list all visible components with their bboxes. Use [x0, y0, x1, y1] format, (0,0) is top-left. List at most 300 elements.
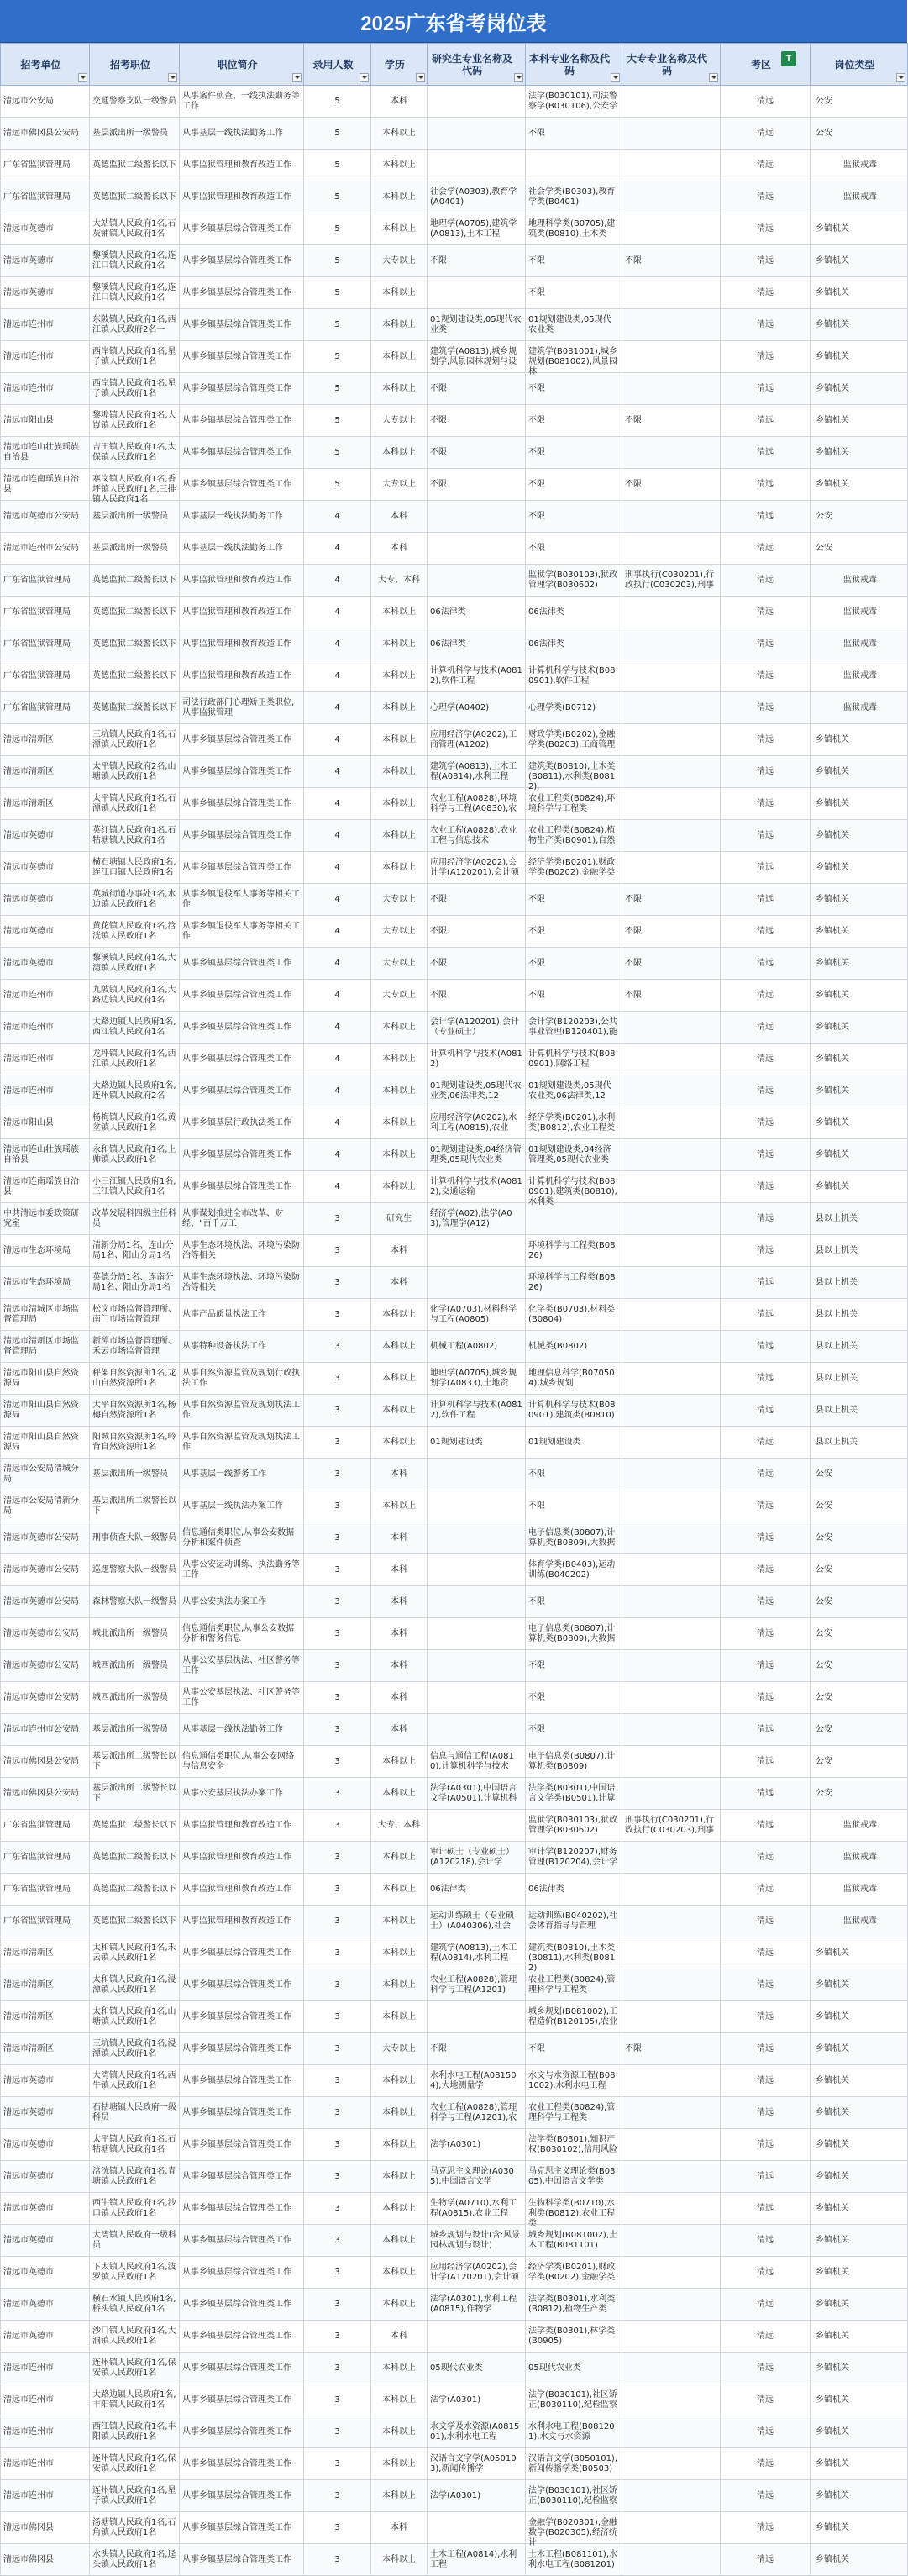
cell-post-type[interactable] — [811, 2193, 908, 2225]
cell-education[interactable] — [371, 1012, 428, 1044]
cell-position[interactable] — [90, 1427, 180, 1459]
cell-position[interactable] — [90, 341, 180, 373]
cell-bachelor-major[interactable] — [526, 1139, 622, 1171]
cell-bachelor-major[interactable] — [526, 437, 622, 469]
cell-grad-major[interactable] — [428, 213, 526, 245]
cell-grad-major[interactable] — [428, 1171, 526, 1203]
header-unit[interactable]: 招考单位 — [1, 44, 90, 86]
cell-position[interactable] — [90, 2544, 180, 2576]
cell-post-type[interactable] — [811, 2257, 908, 2289]
table-row[interactable] — [1, 341, 908, 373]
cell-position[interactable] — [90, 916, 180, 948]
cell-count[interactable] — [304, 2193, 371, 2225]
cell-count[interactable] — [304, 1682, 371, 1714]
cell-description[interactable] — [180, 373, 304, 405]
cell-bachelor-major[interactable] — [526, 1490, 622, 1522]
cell-exam-area[interactable] — [721, 309, 811, 341]
cell-unit[interactable] — [1, 852, 90, 884]
filter-dropdown-icon[interactable] — [896, 73, 905, 82]
cell-exam-area[interactable] — [721, 1906, 811, 1937]
cell-college-major[interactable] — [622, 2097, 721, 2129]
cell-college-major[interactable] — [622, 1012, 721, 1044]
cell-unit[interactable] — [1, 1235, 90, 1267]
cell-unit[interactable] — [1, 181, 90, 213]
cell-education[interactable] — [371, 2448, 428, 2480]
table-row[interactable] — [1, 1331, 908, 1363]
cell-unit[interactable] — [1, 437, 90, 469]
cell-grad-major[interactable] — [428, 437, 526, 469]
cell-unit[interactable] — [1, 1459, 90, 1490]
cell-unit[interactable] — [1, 1969, 90, 2001]
cell-grad-major[interactable] — [428, 852, 526, 884]
table-row[interactable] — [1, 1810, 908, 1842]
cell-count[interactable] — [304, 980, 371, 1012]
cell-position[interactable] — [90, 1810, 180, 1842]
cell-grad-major[interactable] — [428, 1203, 526, 1235]
cell-post-type[interactable] — [811, 2512, 908, 2544]
table-row[interactable] — [1, 277, 908, 309]
cell-grad-major[interactable] — [428, 1139, 526, 1171]
cell-college-major[interactable] — [622, 2161, 721, 2193]
cell-college-major[interactable] — [622, 1139, 721, 1171]
cell-grad-major[interactable] — [428, 756, 526, 788]
cell-education[interactable] — [371, 756, 428, 788]
cell-description[interactable] — [180, 181, 304, 213]
cell-grad-major[interactable] — [428, 1267, 526, 1299]
table-row[interactable] — [1, 660, 908, 692]
cell-college-major[interactable] — [622, 660, 721, 692]
cell-unit[interactable] — [1, 1522, 90, 1554]
cell-count[interactable] — [304, 2289, 371, 2321]
cell-exam-area[interactable] — [721, 1139, 811, 1171]
cell-bachelor-major[interactable] — [526, 1714, 622, 1746]
cell-exam-area[interactable] — [721, 118, 811, 150]
cell-education[interactable] — [371, 788, 428, 820]
cell-exam-area[interactable] — [721, 1937, 811, 1969]
cell-post-type[interactable] — [811, 118, 908, 150]
cell-bachelor-major[interactable] — [526, 213, 622, 245]
cell-unit[interactable] — [1, 2353, 90, 2384]
cell-college-major[interactable] — [622, 2384, 721, 2416]
cell-description[interactable] — [180, 2384, 304, 2416]
cell-position[interactable] — [90, 1778, 180, 1810]
cell-exam-area[interactable] — [721, 150, 811, 181]
cell-count[interactable] — [304, 1331, 371, 1363]
cell-post-type[interactable] — [811, 692, 908, 724]
cell-grad-major[interactable] — [428, 597, 526, 628]
cell-count[interactable] — [304, 437, 371, 469]
table-row[interactable] — [1, 1012, 908, 1044]
cell-description[interactable] — [180, 1810, 304, 1842]
cell-count[interactable] — [304, 1012, 371, 1044]
cell-education[interactable] — [371, 852, 428, 884]
cell-exam-area[interactable] — [721, 501, 811, 533]
cell-grad-major[interactable] — [428, 1012, 526, 1044]
table-row[interactable] — [1, 1267, 908, 1299]
cell-position[interactable] — [90, 1650, 180, 1682]
cell-bachelor-major[interactable] — [526, 1171, 622, 1207]
cell-grad-major[interactable] — [428, 948, 526, 980]
cell-description[interactable] — [180, 597, 304, 628]
cell-education[interactable] — [371, 2033, 428, 2065]
cell-college-major[interactable] — [622, 1714, 721, 1746]
cell-college-major[interactable] — [622, 1299, 721, 1331]
cell-count[interactable] — [304, 405, 371, 437]
table-row[interactable] — [1, 1044, 908, 1075]
cell-exam-area[interactable] — [721, 756, 811, 788]
cell-grad-major[interactable] — [428, 1522, 526, 1554]
cell-grad-major[interactable] — [428, 1586, 526, 1618]
cell-post-type[interactable] — [811, 2065, 908, 2097]
cell-post-type[interactable] — [811, 756, 908, 788]
cell-unit[interactable] — [1, 1363, 90, 1395]
cell-post-type[interactable] — [811, 820, 908, 852]
cell-grad-major[interactable] — [428, 628, 526, 660]
cell-unit[interactable] — [1, 2033, 90, 2065]
cell-education[interactable] — [371, 1171, 428, 1203]
table-row[interactable] — [1, 692, 908, 724]
cell-post-type[interactable] — [811, 916, 908, 948]
cell-college-major[interactable] — [622, 597, 721, 628]
cell-grad-major[interactable] — [428, 309, 526, 341]
table-row[interactable] — [1, 724, 908, 756]
cell-position[interactable] — [90, 1459, 180, 1490]
cell-unit[interactable] — [1, 277, 90, 309]
cell-college-major[interactable] — [622, 788, 721, 820]
cell-grad-major[interactable] — [428, 2065, 526, 2097]
cell-description[interactable] — [180, 1650, 304, 1682]
cell-exam-area[interactable] — [721, 2289, 811, 2321]
cell-grad-major[interactable] — [428, 2353, 526, 2384]
cell-unit[interactable] — [1, 1203, 90, 1235]
cell-grad-major[interactable] — [428, 1650, 526, 1682]
cell-post-type[interactable] — [811, 245, 908, 277]
cell-post-type[interactable] — [811, 533, 908, 565]
cell-bachelor-major[interactable] — [526, 1012, 622, 1044]
cell-unit[interactable] — [1, 980, 90, 1012]
cell-position[interactable] — [90, 1363, 180, 1395]
cell-bachelor-major[interactable] — [526, 1937, 622, 1973]
cell-bachelor-major[interactable] — [526, 2129, 622, 2161]
cell-education[interactable] — [371, 1075, 428, 1107]
cell-post-type[interactable] — [811, 1139, 908, 1171]
cell-grad-major[interactable] — [428, 1363, 526, 1395]
cell-grad-major[interactable] — [428, 1682, 526, 1714]
cell-bachelor-major[interactable] — [526, 341, 622, 376]
filter-dropdown-icon[interactable] — [360, 73, 369, 82]
cell-position[interactable] — [90, 2321, 180, 2353]
cell-college-major[interactable] — [622, 2448, 721, 2480]
cell-education[interactable] — [371, 948, 428, 980]
cell-education[interactable] — [371, 150, 428, 181]
cell-exam-area[interactable] — [721, 2129, 811, 2161]
cell-count[interactable] — [304, 2129, 371, 2161]
cell-unit[interactable] — [1, 1299, 90, 1331]
cell-education[interactable] — [371, 1203, 428, 1235]
cell-exam-area[interactable] — [721, 820, 811, 852]
cell-position[interactable] — [90, 1075, 180, 1107]
cell-bachelor-major[interactable] — [526, 2193, 622, 2228]
table-row[interactable] — [1, 1618, 908, 1650]
cell-education[interactable] — [371, 1969, 428, 2001]
cell-count[interactable] — [304, 277, 371, 309]
cell-post-type[interactable] — [811, 2001, 908, 2033]
cell-bachelor-major[interactable] — [526, 1746, 622, 1778]
cell-grad-major[interactable] — [428, 1331, 526, 1363]
cell-unit[interactable] — [1, 2161, 90, 2193]
cell-grad-major[interactable] — [428, 1107, 526, 1139]
cell-exam-area[interactable] — [721, 1171, 811, 1203]
cell-grad-major[interactable] — [428, 1778, 526, 1810]
cell-education[interactable] — [371, 1107, 428, 1139]
cell-college-major[interactable] — [622, 1267, 721, 1299]
table-row[interactable] — [1, 565, 908, 597]
cell-college-major[interactable] — [622, 405, 721, 437]
cell-bachelor-major[interactable] — [526, 2416, 622, 2448]
cell-unit[interactable] — [1, 788, 90, 820]
cell-college-major[interactable] — [622, 1586, 721, 1618]
cell-bachelor-major[interactable] — [526, 1331, 622, 1363]
cell-education[interactable] — [371, 1554, 428, 1586]
cell-post-type[interactable] — [811, 2225, 908, 2257]
cell-college-major[interactable] — [622, 2033, 721, 2065]
cell-position[interactable] — [90, 1714, 180, 1746]
cell-grad-major[interactable] — [428, 2225, 526, 2257]
cell-grad-major[interactable] — [428, 1299, 526, 1331]
cell-count[interactable] — [304, 1395, 371, 1427]
cell-exam-area[interactable] — [721, 405, 811, 437]
cell-position[interactable] — [90, 501, 180, 533]
cell-unit[interactable] — [1, 2321, 90, 2353]
cell-unit[interactable] — [1, 2001, 90, 2033]
cell-post-type[interactable] — [811, 181, 908, 213]
cell-description[interactable] — [180, 1075, 304, 1107]
cell-grad-major[interactable] — [428, 1906, 526, 1937]
cell-count[interactable] — [304, 1427, 371, 1459]
table-row[interactable] — [1, 437, 908, 469]
table-row[interactable] — [1, 1171, 908, 1203]
cell-bachelor-major[interactable] — [526, 277, 622, 309]
cell-post-type[interactable] — [811, 1363, 908, 1395]
cell-grad-major[interactable] — [428, 150, 526, 181]
cell-education[interactable] — [371, 597, 428, 628]
filter-dropdown-icon[interactable] — [611, 73, 620, 82]
table-row[interactable] — [1, 884, 908, 916]
cell-grad-major[interactable] — [428, 533, 526, 565]
cell-college-major[interactable] — [622, 1107, 721, 1139]
cell-bachelor-major[interactable] — [526, 628, 622, 660]
cell-count[interactable] — [304, 1490, 371, 1522]
cell-post-type[interactable] — [811, 980, 908, 1012]
cell-position[interactable] — [90, 2353, 180, 2384]
cell-bachelor-major[interactable] — [526, 1427, 622, 1459]
cell-grad-major[interactable] — [428, 2001, 526, 2033]
cell-post-type[interactable] — [811, 501, 908, 533]
cell-exam-area[interactable] — [721, 2033, 811, 2065]
cell-count[interactable] — [304, 1171, 371, 1203]
cell-description[interactable] — [180, 501, 304, 533]
cell-education[interactable] — [371, 1363, 428, 1395]
cell-description[interactable] — [180, 756, 304, 788]
cell-exam-area[interactable] — [721, 1075, 811, 1107]
cell-exam-area[interactable] — [721, 213, 811, 245]
cell-education[interactable] — [371, 1714, 428, 1746]
cell-count[interactable] — [304, 2512, 371, 2544]
cell-count[interactable] — [304, 181, 371, 213]
cell-exam-area[interactable] — [721, 1874, 811, 1906]
table-row[interactable] — [1, 150, 908, 181]
cell-description[interactable] — [180, 2512, 304, 2544]
cell-education[interactable] — [371, 405, 428, 437]
cell-count[interactable] — [304, 1714, 371, 1746]
cell-education[interactable] — [371, 1459, 428, 1490]
filter-dropdown-icon[interactable] — [78, 73, 87, 82]
cell-unit[interactable] — [1, 916, 90, 948]
cell-description[interactable] — [180, 2321, 304, 2353]
cell-education[interactable] — [371, 2225, 428, 2257]
cell-exam-area[interactable] — [721, 437, 811, 469]
cell-post-type[interactable] — [811, 1746, 908, 1778]
cell-bachelor-major[interactable] — [526, 2289, 622, 2321]
cell-position[interactable] — [90, 405, 180, 437]
cell-grad-major[interactable] — [428, 405, 526, 437]
cell-college-major[interactable] — [622, 724, 721, 756]
cell-college-major[interactable] — [622, 2544, 721, 2576]
cell-education[interactable] — [371, 2289, 428, 2321]
cell-post-type[interactable] — [811, 1969, 908, 2001]
cell-education[interactable] — [371, 565, 428, 597]
cell-description[interactable] — [180, 2225, 304, 2257]
cell-college-major[interactable] — [622, 437, 721, 469]
cell-education[interactable] — [371, 2512, 428, 2544]
cell-bachelor-major[interactable] — [526, 1969, 622, 2001]
header-grad-major[interactable]: 研究生专业名称及代码 — [428, 44, 526, 86]
cell-exam-area[interactable] — [721, 2384, 811, 2416]
cell-post-type[interactable] — [811, 1107, 908, 1139]
table-row[interactable] — [1, 1427, 908, 1459]
cell-education[interactable] — [371, 373, 428, 405]
cell-bachelor-major[interactable] — [526, 1842, 622, 1874]
cell-bachelor-major[interactable] — [526, 2480, 622, 2512]
cell-unit[interactable] — [1, 724, 90, 756]
cell-position[interactable] — [90, 1395, 180, 1427]
cell-college-major[interactable] — [622, 277, 721, 309]
filter-dropdown-icon[interactable] — [709, 73, 718, 82]
cell-exam-area[interactable] — [721, 948, 811, 980]
cell-description[interactable] — [180, 884, 304, 916]
cell-position[interactable] — [90, 1586, 180, 1618]
cell-post-type[interactable] — [811, 1522, 908, 1554]
header-bachelor-major[interactable]: 本科专业名称及代码 — [526, 44, 622, 86]
cell-education[interactable] — [371, 118, 428, 150]
cell-description[interactable] — [180, 948, 304, 980]
cell-description[interactable] — [180, 213, 304, 245]
cell-post-type[interactable] — [811, 724, 908, 756]
cell-grad-major[interactable] — [428, 884, 526, 916]
cell-college-major[interactable] — [622, 1682, 721, 1714]
cell-unit[interactable] — [1, 501, 90, 533]
table-row[interactable] — [1, 916, 908, 948]
cell-grad-major[interactable] — [428, 2257, 526, 2289]
cell-education[interactable] — [371, 1490, 428, 1522]
cell-exam-area[interactable] — [721, 597, 811, 628]
cell-bachelor-major[interactable] — [526, 724, 622, 756]
cell-exam-area[interactable] — [721, 2544, 811, 2576]
cell-college-major[interactable] — [622, 150, 721, 181]
cell-description[interactable] — [180, 277, 304, 309]
cell-position[interactable] — [90, 373, 180, 405]
cell-count[interactable] — [304, 1810, 371, 1842]
cell-position[interactable] — [90, 309, 180, 341]
cell-description[interactable] — [180, 245, 304, 277]
cell-position[interactable] — [90, 820, 180, 852]
cell-education[interactable] — [371, 341, 428, 373]
cell-exam-area[interactable] — [721, 2001, 811, 2033]
cell-count[interactable] — [304, 341, 371, 373]
cell-college-major[interactable] — [622, 309, 721, 341]
cell-count[interactable] — [304, 150, 371, 181]
cell-education[interactable] — [371, 2129, 428, 2161]
cell-unit[interactable] — [1, 1331, 90, 1363]
cell-exam-area[interactable] — [721, 1554, 811, 1586]
cell-description[interactable] — [180, 980, 304, 1012]
cell-count[interactable] — [304, 1842, 371, 1874]
cell-post-type[interactable] — [811, 150, 908, 181]
cell-college-major[interactable] — [622, 1395, 721, 1427]
cell-college-major[interactable] — [622, 2065, 721, 2097]
cell-count[interactable] — [304, 2480, 371, 2512]
cell-exam-area[interactable] — [721, 1682, 811, 1714]
cell-grad-major[interactable] — [428, 469, 526, 501]
filter-dropdown-icon[interactable] — [168, 73, 177, 82]
cell-education[interactable] — [371, 1650, 428, 1682]
cell-education[interactable] — [371, 2001, 428, 2033]
cell-education[interactable] — [371, 533, 428, 565]
cell-count[interactable] — [304, 1363, 371, 1395]
cell-college-major[interactable] — [622, 1778, 721, 1810]
cell-bachelor-major[interactable] — [526, 309, 622, 341]
cell-education[interactable] — [371, 628, 428, 660]
table-row[interactable] — [1, 2353, 908, 2384]
cell-college-major[interactable] — [622, 213, 721, 245]
table-row[interactable] — [1, 1746, 908, 1778]
cell-exam-area[interactable] — [721, 245, 811, 277]
table-row[interactable] — [1, 2384, 908, 2416]
cell-bachelor-major[interactable] — [526, 1650, 622, 1682]
cell-exam-area[interactable] — [721, 1235, 811, 1267]
cell-unit[interactable] — [1, 1650, 90, 1682]
cell-grad-major[interactable] — [428, 916, 526, 948]
cell-count[interactable] — [304, 501, 371, 533]
cell-unit[interactable] — [1, 309, 90, 341]
cell-description[interactable] — [180, 1586, 304, 1618]
cell-position[interactable] — [90, 2193, 180, 2225]
cell-education[interactable] — [371, 916, 428, 948]
cell-post-type[interactable] — [811, 2321, 908, 2353]
cell-exam-area[interactable] — [721, 565, 811, 597]
cell-exam-area[interactable] — [721, 1331, 811, 1363]
cell-exam-area[interactable] — [721, 341, 811, 373]
cell-count[interactable] — [304, 118, 371, 150]
cell-description[interactable] — [180, 2416, 304, 2448]
cell-grad-major[interactable] — [428, 2321, 526, 2353]
cell-position[interactable] — [90, 213, 180, 245]
cell-unit[interactable] — [1, 948, 90, 980]
cell-description[interactable] — [180, 724, 304, 756]
cell-college-major[interactable] — [622, 1554, 721, 1586]
cell-count[interactable] — [304, 660, 371, 692]
cell-position[interactable] — [90, 2129, 180, 2161]
